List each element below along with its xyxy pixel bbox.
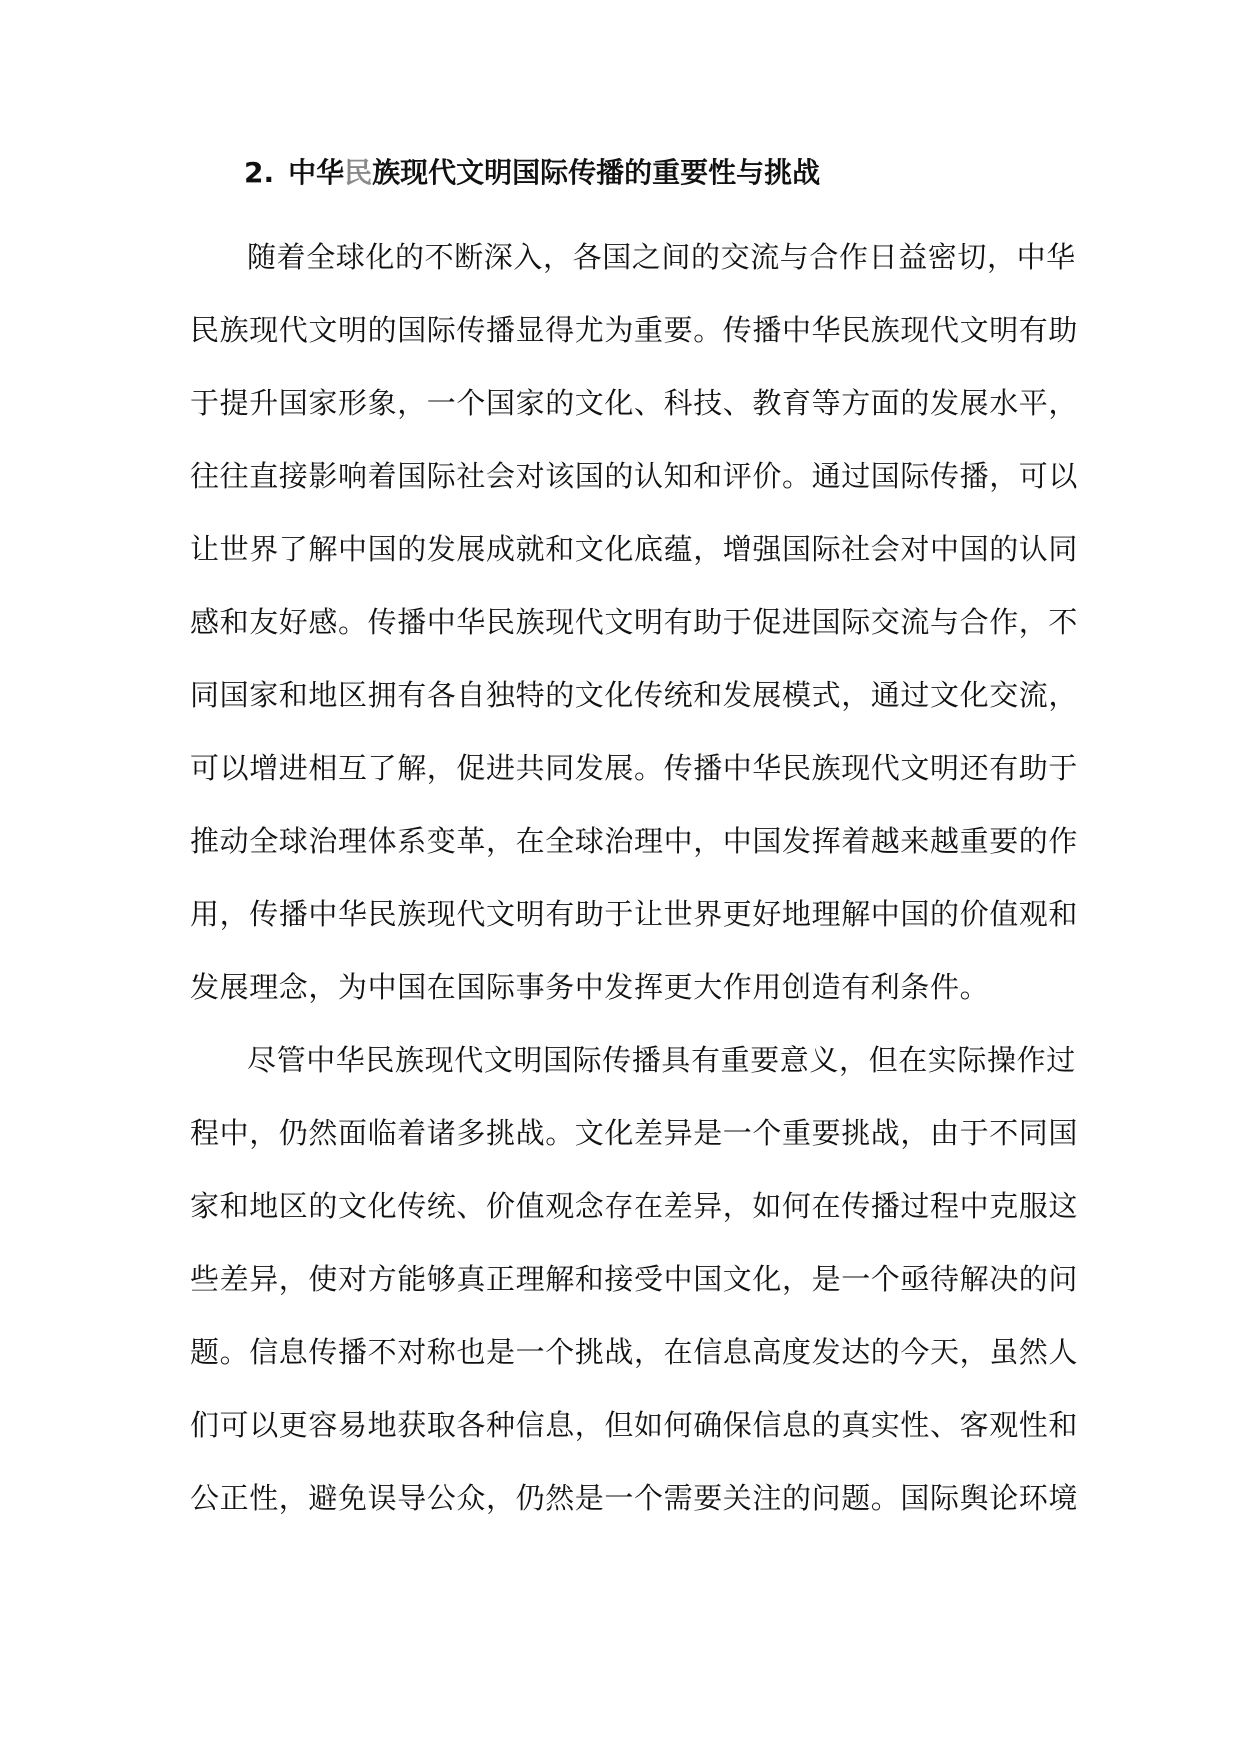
paragraph-line: 尽管中华民族现代文明国际传播具有重要意义，但在实际操作过 xyxy=(247,1043,1076,1077)
paragraph-line: 同国家和地区拥有各自独特的文化传统和发展模式，通过文化交流， xyxy=(190,678,1079,712)
paragraph-line: 公正性，避免误导公众，仍然是一个需要关注的问题。国际舆论环境 xyxy=(190,1481,1079,1515)
paragraph-line: 随着全球化的不断深入，各国之间的交流与合作日益密切，中华 xyxy=(247,240,1076,274)
paragraph-line: 题。信息传播不对称也是一个挑战，在信息高度发达的今天，虽然人 xyxy=(190,1335,1079,1369)
document-body xyxy=(190,148,1079,1535)
paragraph-line: 民族现代文明的国际传播显得尤为重要。传播中华民族现代文明有助 xyxy=(190,313,1079,347)
paragraph-line: 可以增进相互了解，促进共同发展。传播中华民族现代文明还有助于 xyxy=(190,751,1079,785)
section-title-highlight: 民 xyxy=(344,156,373,189)
paragraph-line: 发展理念，为中国在国际事务中发挥更大作用创造有利条件。 xyxy=(190,970,990,1004)
section-number: 2. xyxy=(244,156,275,189)
paragraph-importance xyxy=(190,221,1079,1024)
paragraph-line: 用，传播中华民族现代文明有助于让世界更好地理解中国的价值观和 xyxy=(190,897,1079,931)
paragraph-line: 感和友好感。传播中华民族现代文明有助于促进国际交流与合作，不 xyxy=(190,605,1079,639)
paragraph-line: 推动全球治理体系变革，在全球治理中，中国发挥着越来越重要的作 xyxy=(190,824,1079,858)
section-title-part: 族现代文明国际传播的重要性与挑战 xyxy=(372,156,821,189)
paragraph-line: 些差异，使对方能够真正理解和接受中国文化，是一个亟待解决的问 xyxy=(190,1262,1079,1296)
paragraph-line: 于提升国家形象，一个国家的文化、科技、教育等方面的发展水平， xyxy=(190,386,1079,420)
paragraph-challenges xyxy=(190,1024,1079,1535)
paragraph-line: 程中，仍然面临着诸多挑战。文化差异是一个重要挑战，由于不同国 xyxy=(190,1116,1079,1150)
paragraph-line: 往往直接影响着国际社会对该国的认知和评价。通过国际传播，可以 xyxy=(190,459,1079,493)
paragraph-line: 家和地区的文化传统、价值观念存在差异，如何在传播过程中克服这 xyxy=(190,1189,1079,1223)
section-heading xyxy=(244,148,1050,198)
paragraph-line: 们可以更容易地获取各种信息，但如何确保信息的真实性、客观性和 xyxy=(190,1408,1079,1442)
section-title-part: 中华 xyxy=(288,156,345,189)
paragraph-line: 让世界了解中国的发展成就和文化底蕴，增强国际社会对中国的认同 xyxy=(190,532,1079,566)
